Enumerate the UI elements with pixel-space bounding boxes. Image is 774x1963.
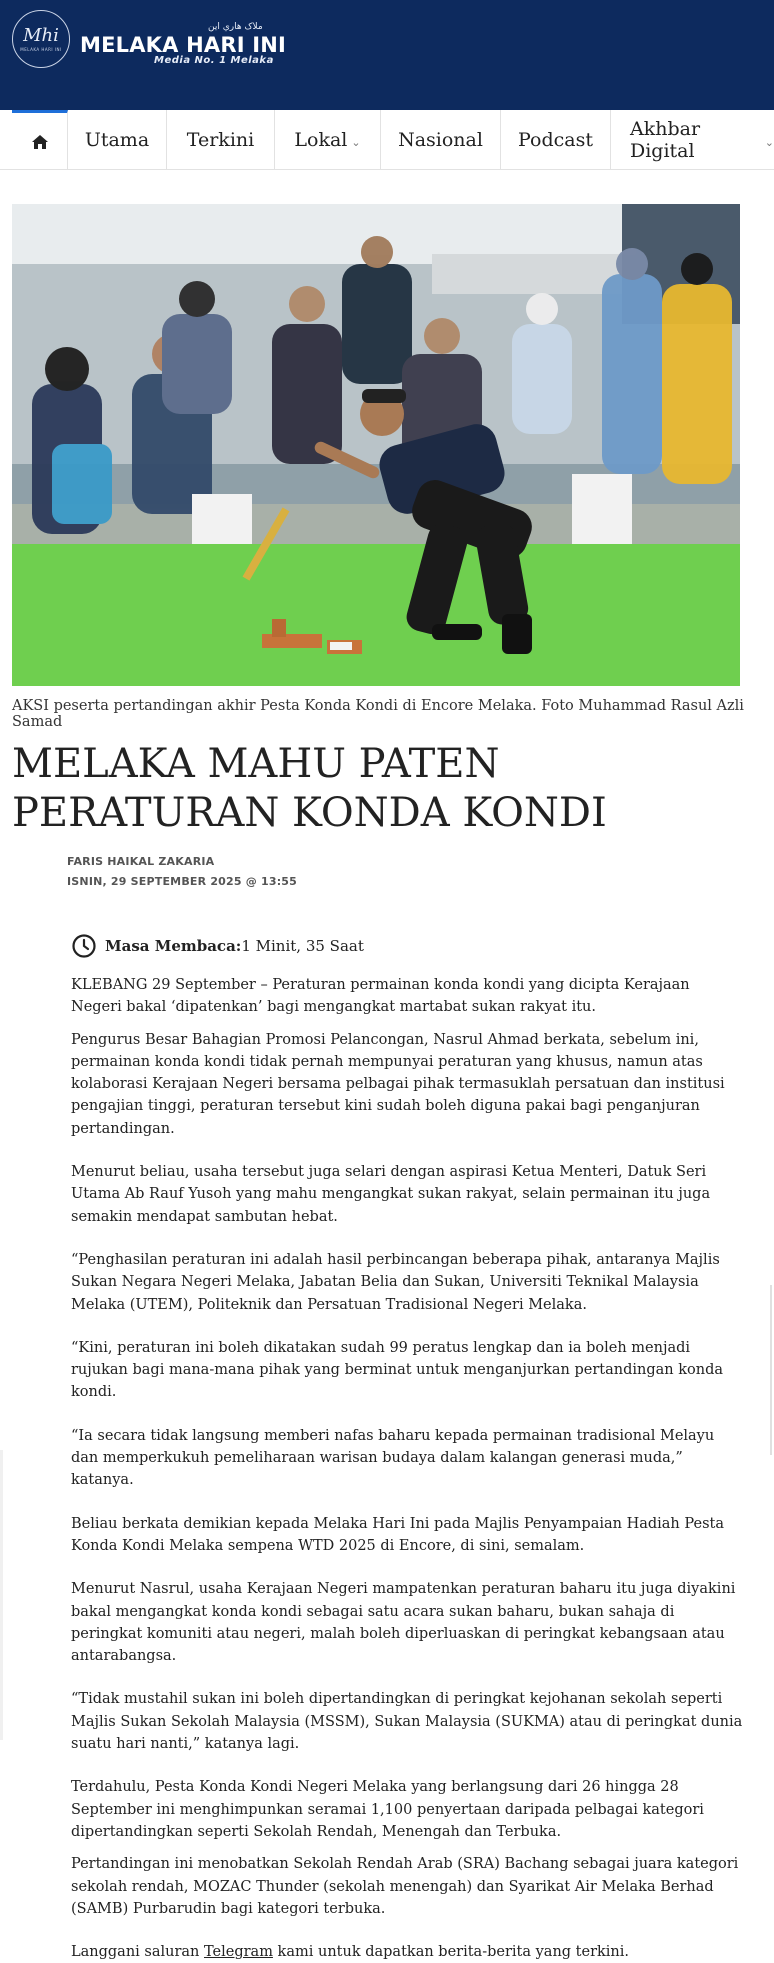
brand-tagline: Media No. 1 Melaka xyxy=(154,55,274,66)
site-header xyxy=(0,0,774,110)
nav-nasional[interactable] xyxy=(381,110,501,170)
paragraph: Terdahulu, Pesta Konda Kondi Negeri Melaka yang berlangsung dari 26 hingga 28 September ini menghimpunkan seramai 1,100 penyertaan daripada pelbagai kategori dipertandingkan seperti Sekolah Rendah, Menengah dan Terbuka. xyxy=(71,1779,704,1840)
subscribe-paragraph xyxy=(71,1941,743,1963)
reading-time-label: Masa Membaca: xyxy=(105,937,242,955)
subscribe-text: kami untuk dapatkan berita-berita yang terkini. xyxy=(272,1944,630,1961)
paragraph: Menurut beliau, usaha tersebut juga selari dengan aspirasi Ketua Menteri, Datuk Seri Utama Ab Rauf Yusoh yang mahu mengangkat sukan rakyat, selain permainan itu juga semakin mendapat sambutan hebat. xyxy=(71,1164,711,1225)
photo-illustration xyxy=(12,204,740,686)
logo-mark: Mhi xyxy=(23,24,59,46)
scrollbar-track[interactable] xyxy=(770,1285,772,1455)
subscribe-text: Langgani saluran xyxy=(71,1944,204,1961)
nav-label: Podcast xyxy=(518,129,593,151)
paragraph: “Kini, peraturan ini boleh dikatakan sudah 99 peratus lengkap dan ia boleh menjadi rujukan bagi mana-mana pihak yang berminat untuk menganjurkan pertandingan konda kondi. xyxy=(71,1339,724,1401)
left-edge-line xyxy=(0,1450,3,1740)
home-icon xyxy=(31,134,49,150)
paragraph: Pengurus Besar Bahagian Promosi Pelancongan, Nasrul Ahmad berkata, sebelum ini, permainan konda kondi tidak pernah mempunyai peraturan yang khusus, namun atas kolaborasi Kerajaan Negeri bersama pelbagai pihak termasuklah persatuan dan institusi pengajian tinggi, peraturan tersebut kini sudah boleh diguna pakai bagi penganjuran pertandingan. xyxy=(71,1031,725,1137)
nav-utama[interactable] xyxy=(68,110,167,170)
nav-akhbar-digital[interactable] xyxy=(611,110,774,170)
article-body xyxy=(71,974,743,1963)
reading-time xyxy=(71,933,364,959)
chevron-down-icon: ⌄ xyxy=(764,135,774,149)
nav-lokal[interactable] xyxy=(275,110,381,170)
paragraph: “Penghasilan peraturan ini adalah hasil perbincangan beberapa pihak, antaranya Majlis Sukan Negara Negeri Melaka, Jabatan Belia dan Sukan, Universiti Teknikal Malaysia Melaka (UTEM), Politeknik dan Persatuan Tradisional Negeri Melaka. xyxy=(71,1251,720,1313)
reading-time-value: 1 Minit, 35 Saat xyxy=(241,937,364,955)
paragraph: “Ia secara tidak langsung memberi nafas baharu kepada permainan tradisional Melayu dan memperkukuh pemeliharaan warisan budaya dalam kalangan generasi muda,” katanya. xyxy=(71,1427,715,1489)
nav-terkini[interactable] xyxy=(167,110,275,170)
article-hero-image[interactable] xyxy=(12,204,740,686)
nav-home[interactable] xyxy=(12,110,68,170)
paragraph: “Tidak mustahil sukan ini boleh dipertandingkan di peringkat kejohanan sekolah seperti Majlis Sukan Sekolah Malaysia (MSSM), Sukan Malaysia (SUKMA) atau di peringkat dunia suatu hari nanti,” katanya lagi. xyxy=(71,1691,743,1753)
telegram-link[interactable]: Telegram xyxy=(204,1944,273,1961)
site-logo[interactable] xyxy=(12,10,70,68)
paragraph: Beliau berkata demikian kepada Melaka Hari Ini pada Majlis Penyampaian Hadiah Pesta Konda Kondi Melaka sempena WTD 2025 di Encore, di sini, semalam. xyxy=(71,1515,724,1554)
image-caption: AKSI peserta pertandingan akhir Pesta Konda Kondi di Encore Melaka. Foto Muhammad Rasul Azli Samad xyxy=(12,698,744,730)
article-date: ISNIN, 29 SEPTEMBER 2025 @ 13:55 xyxy=(67,875,298,888)
nav-label: Lokal xyxy=(294,129,348,151)
brand-jawi: ملاک هاري اين xyxy=(208,22,263,32)
logo-subtext: MELAKA HARI INI xyxy=(20,46,62,52)
paragraph: Menurut Nasrul, usaha Kerajaan Negeri mampatenkan peraturan baharu itu juga diyakini bakal mengangkat konda kondi sebagai satu acara sukan baharu, bukan sahaja di peringkat komuniti atau negeri, malah boleh diperluaskan di peringkat kebangsaan atau antarabangsa. xyxy=(71,1581,736,1665)
nav-label: Akhbar Digital xyxy=(630,118,701,162)
brand-name[interactable]: MELAKA HARI INI xyxy=(80,33,287,57)
main-nav xyxy=(0,110,774,170)
article-author[interactable]: FARIS HAIKAL ZAKARIA xyxy=(67,855,215,868)
article-title: MELAKA MAHU PATEN PERATURAN KONDA KONDI xyxy=(12,741,607,836)
nav-label: Utama xyxy=(84,129,150,151)
nav-label: Nasional xyxy=(398,129,483,151)
nav-label: Terkini xyxy=(186,129,255,151)
clock-icon xyxy=(71,933,97,959)
chevron-down-icon: ⌄ xyxy=(351,135,361,149)
paragraph: KLEBANG 29 September – Peraturan permainan konda kondi yang dicipta Kerajaan Negeri bakal ‘dipatenkan’ bagi mengangkat martabat sukan rakyat itu. xyxy=(71,977,690,1016)
nav-podcast[interactable] xyxy=(501,110,611,170)
paragraph: Pertandingan ini menobatkan Sekolah Rendah Arab (SRA) Bachang sebagai juara kategori sekolah rendah, MOZAC Thunder (sekolah menengah) dan Syarikat Air Melaka Berhad (SAMB) Purbarudin bagi kategori terbuka. xyxy=(71,1856,739,1917)
